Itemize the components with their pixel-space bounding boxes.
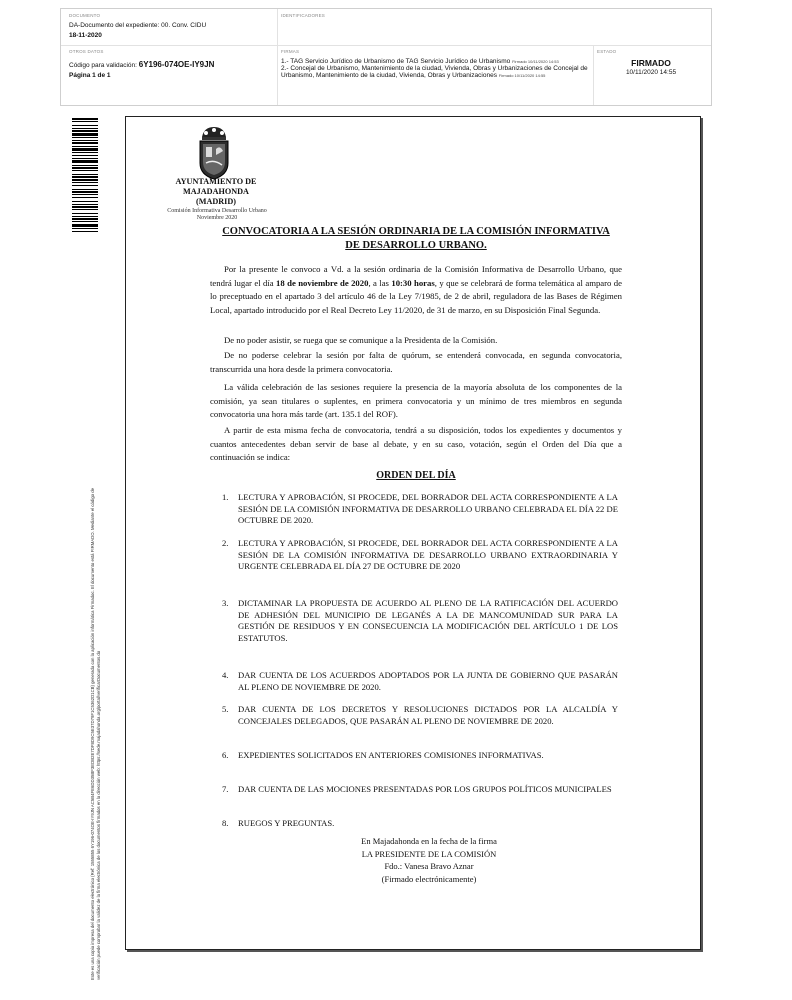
documento-date: 18-11-2020 [69, 32, 102, 39]
item-number: 3. [222, 598, 229, 608]
item-number: 1. [222, 492, 229, 502]
signature-line-2: LA PRESIDENTE DE LA COMISIÓN [361, 848, 497, 859]
item-number: 5. [222, 704, 229, 714]
item-number: 7. [222, 784, 229, 794]
list-item [222, 670, 618, 693]
item-number: 2. [222, 538, 229, 548]
signature-line-4: (Firmado electrónicamente) [381, 873, 477, 884]
paragraph-1 [210, 263, 622, 317]
signer-1-name: 1.- TAG Servicio Jurídico de Urbanismo de TAG Servicio Jurídico de Urbanismo [281, 58, 511, 65]
list-item [222, 818, 618, 830]
p1-text-a: Por la presente le convoco a Vd. a la sesión ordinaria de la Comisión Informativa de Desarrollo Urbano, que tendrá lugar el día [210, 264, 622, 288]
signer-1-meta: Firmado 10/11/2020 14:53 [512, 59, 559, 64]
p2-text: De no poder asistir, se ruega que se comunique a la Presidenta de la Comisión. [224, 335, 498, 345]
validation-code-value: 6Y196-074OE-IY9JN [138, 60, 215, 69]
identificadores-caption: IDENTIFICADORES [281, 13, 326, 18]
item-text: LECTURA Y APROBACIÓN, SI PROCEDE, DEL BORRADOR DEL ACTA CORRESPONDIENTE A LA SESIÓN DE LA COMISIÓN INFORMATIVA DE DESARROLLO URBANO CELEBRADA EL DÍA 22 DE OCTUBRE DE 2020. [238, 492, 618, 526]
signature-block [338, 835, 520, 885]
divider [277, 9, 278, 105]
list-item [222, 784, 618, 796]
documento-value: DA-Documento del expediente: 00. Conv. CIDU [69, 22, 207, 29]
barcode-graphic [72, 118, 98, 290]
signer-1 [281, 58, 589, 65]
letterhead-subtitle [152, 208, 282, 222]
session-time: 10:30 horas [391, 277, 435, 288]
divider [593, 45, 594, 105]
item-text: EXPEDIENTES SOLICITADOS EN ANTERIORES COMISIONES INFORMATIVAS. [238, 750, 544, 760]
p5-text: A partir de esta misma fecha de convocatoria, tendrá a su disposición, todos los expedientes y documentos y cuantos antecedentes deban servir de base al debate, y en su caso, votación, según el Orden del Día que a continuación se indica: [210, 425, 622, 463]
item-text: LECTURA Y APROBACIÓN, SI PROCEDE, DEL BORRADOR DEL ACTA CORRESPONDIENTE A LA SESIÓN DE LA COMISIÓN INFORMATIVA DE DESARROLLO URBANO EXTRAORDINARIA Y URGENTE CELEBRADA EL DÍA 27 DE OCTUBRE DE 2020 [238, 538, 618, 572]
page-title [208, 225, 624, 253]
status-badge: FIRMADO [631, 58, 671, 68]
item-text: DAR CUENTA DE LOS DECRETOS Y RESOLUCIONES DICTADOS POR LA ALCALDÍA Y CONCEJALES DELEGADOS, QUE PASARÁN AL PLENO DE NOVIEMBRE DE 2020. [238, 704, 618, 726]
p1-text-c: , y que se celebrará de forma telemática al amparo de lo preceptuado en el apartado 3 del artículo 46 de la Ley 7/1985, de 2 de abril, reguladora de las Bases de Régimen Local, apartado introducido por el Real Decreto Ley 11/2020, de 31 de marzo, en su Disposición Final Segunda. [210, 277, 622, 315]
p1-text-b: , a las [368, 277, 392, 288]
otros-datos-caption: OTROS DATOS [69, 49, 104, 54]
item-number: 4. [222, 670, 229, 680]
validation-code-label: Código para validación: [69, 62, 137, 69]
letterhead-sub-2: Noviembre 2020 [196, 215, 238, 221]
paragraph-4 [210, 381, 622, 422]
side-text-line-2: verificación puede comprobar la validez de la firma electrónica de los documentos firmados en la dirección web: https://sede.majadahonda.org/portal/verificarDocumentos.do [96, 650, 101, 980]
letterhead-line-2: MAJADAHONDA [183, 187, 249, 196]
agenda-title: ORDEN DEL DÍA [376, 470, 456, 481]
item-number: 8. [222, 818, 229, 828]
letterhead-line-1: AYUNTAMIENTO DE [175, 177, 257, 186]
documento-caption: DOCUMENTO [69, 13, 101, 18]
side-text-line-1: Este es una copia impresa del documento electrónico (Ref: 1555855 6Y196-074OE-IY9JN AC5B4FE6DD35BF3EDB2E7DF8D9C5E37D79F1C5362D1CB) generada con la aplicación informática Firmadoc. El documento está FIRMADO. Mediante el código de [90, 487, 95, 980]
status-date: 10/11/2020 14:55 [625, 69, 677, 76]
title-line-2: DE DESARROLLO URBANO. [345, 240, 487, 251]
list-item [222, 492, 618, 527]
title-line-1: CONVOCATORIA A LA SESIÓN ORDINARIA DE LA COMISIÓN INFORMATIVA [222, 226, 610, 237]
paragraph-5 [210, 424, 622, 465]
document-page [125, 116, 701, 950]
paragraph-2 [210, 334, 622, 348]
verification-side-text [90, 280, 102, 980]
signature-line-1: En Majadahonda en la fecha de la firma [361, 836, 497, 846]
list-item [222, 598, 618, 644]
letterhead-line-3: (MADRID) [195, 197, 237, 206]
signer-2-name: 2.- Concejal de Urbanismo, Mantenimiento de la ciudad, Vivienda, Obras y Urbanizaciones de Concejal de Urbanismo, Mantenimiento de la ciudad, Vivienda, Obras y Urbanizaciones [281, 65, 588, 79]
list-item [222, 538, 618, 573]
p3-text: De no poderse celebrar la sesión por falta de quórum, se entenderá convocada, en segunda convocatoria, transcurrida una hora desde la primera convocatoria. [210, 350, 622, 374]
list-item [222, 750, 618, 762]
session-date: 18 de noviembre de 2020 [276, 277, 369, 288]
list-item [222, 704, 618, 727]
estado-caption: ESTADO [597, 49, 617, 54]
letterhead [156, 177, 276, 207]
divider [61, 45, 711, 46]
signer-2-meta: Firmado 10/11/2020 14:55 [498, 73, 546, 78]
item-text: DAR CUENTA DE LAS MOCIONES PRESENTADAS POR LOS GRUPOS POLÍTICOS MUNICIPALES [238, 784, 612, 794]
item-number: 6. [222, 750, 229, 760]
page-count: Página 1 de 1 [69, 72, 111, 79]
barcode-stripe [72, 232, 98, 233]
firmas-caption: FIRMAS [281, 49, 300, 54]
validation-code [69, 60, 214, 69]
signer-2 [281, 65, 589, 79]
letterhead-sub-1: Comisión Informativa Desarrollo Urbano [167, 208, 267, 214]
item-text: RUEGOS Y PREGUNTAS. [238, 818, 335, 828]
signature-line-3: Fdo.: Vanesa Bravo Aznar [384, 861, 474, 872]
item-text: DICTAMINAR LA PROPUESTA DE ACUERDO AL PLENO DE LA RATIFICACIÓN DEL ACUERDO DE ADHESIÓN DEL MUNICIPIO DE LEGANÉS A LA DE MANCOMUNIDAD SUR PARA LA GESTIÓN DE RESIDUOS Y EN CONSECUENCIA LA MODIFICACIÓN DEL ARTÍCULO 1 DE LOS ESTATUTOS. [238, 598, 618, 643]
paragraph-3 [210, 349, 622, 376]
signature-header [60, 8, 712, 106]
coat-of-arms-icon [194, 123, 234, 181]
p4-text: La válida celebración de las sesiones requiere la presencia de la mayoría absoluta de los componentes de la comisión, ya sean titulares o suplentes, en primera convocatoria y un mínimo de tres miembros en segunda convocatoria una hora más tarde (art. 135.1 del ROF). [210, 382, 622, 420]
item-text: DAR CUENTA DE LOS ACUERDOS ADOPTADOS POR LA JUNTA DE GOBIERNO QUE PASARÁN AL PLENO DE NOVIEMBRE DE 2020. [238, 670, 618, 692]
